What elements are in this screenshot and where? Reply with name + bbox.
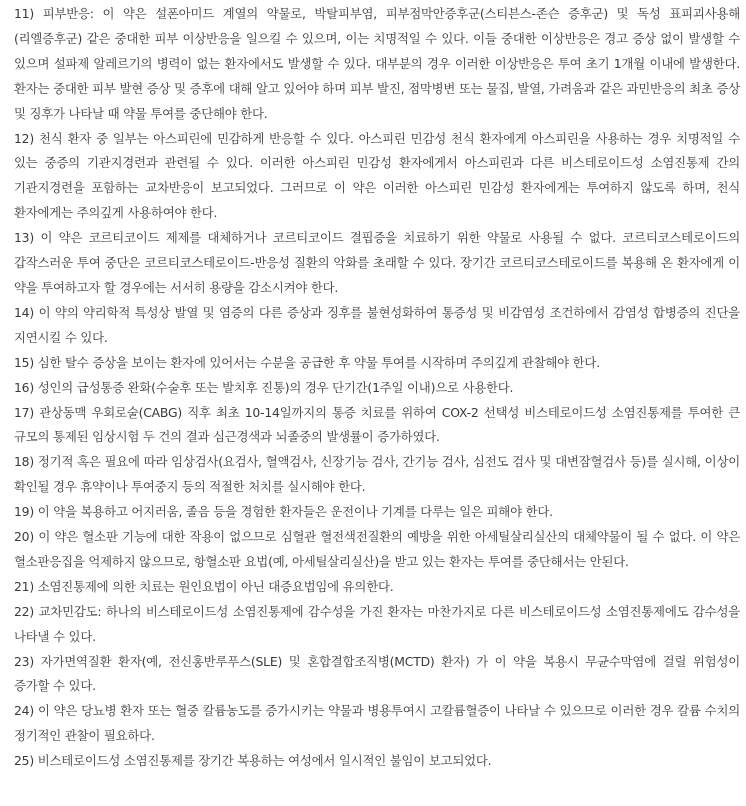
precaution-item-17	[14, 401, 740, 451]
item-text: 이 약을 복용하고 어지러움, 졸음 등을 경험한 환자들은 운전이나 기계를 다루는 일은 피해야 한다.	[37, 504, 553, 520]
item-number: 24)	[14, 703, 35, 719]
item-text: 자가면역질환 환자(예, 전신홍반루푸스(SLE) 및 혼합결합조직병(MCTD) 환자) 가 이 약을 복용시 무균수막염에 걸릴 위험성이 증가할 수 있다.	[14, 653, 740, 694]
item-text: 이 약의 약리학적 특성상 발열 및 염증의 다른 증상과 징후를 불현성화하여 통증성 및 비감염성 조건하에서 감염성 합병증의 진단을 지연시킬 수 있다.	[14, 304, 740, 345]
precaution-item-14	[14, 301, 740, 351]
item-text: 성인의 급성통증 완화(수술후 또는 발치후 진통)의 경우 단기간(1주일 이내)으로 사용한다.	[37, 379, 514, 395]
item-text: 천식 환자 중 일부는 아스피린에 민감하게 반응할 수 있다. 아스피린 민감성 천식 환자에게 아스피린을 사용하는 경우 치명적일 수 있는 중증의 기관지경련과 관련될 수 있다. 이러한 아스피린 민감성 환자에게서 아스피린과 다른 비스테로이드성 소염진통제 간의 기관지경련을 포함하는 교차반응이 보고되었다. 그러므로 이 약은 이러한 아스피린 민감성 환자에게는 투여하지 않도록 하며, 천식 환자에게는 주의깊게 사용하여야 한다.	[14, 130, 740, 221]
precaution-item-25	[14, 749, 740, 774]
precaution-item-15	[14, 351, 740, 376]
precaution-item-18	[14, 450, 740, 500]
item-number: 16)	[14, 379, 35, 395]
item-number: 11)	[14, 6, 35, 21]
item-number: 17)	[14, 404, 35, 420]
item-number: 20)	[14, 529, 35, 545]
item-text: 비스테로이드성 소염진통제를 장기간 복용하는 여성에서 일시적인 불임이 보고되었다.	[37, 753, 492, 769]
item-number: 12)	[14, 130, 35, 146]
item-number: 23)	[14, 653, 35, 669]
precaution-item-19	[14, 500, 740, 525]
precaution-item-20	[14, 525, 740, 575]
item-number: 13)	[14, 230, 35, 246]
item-text: 이 약은 코르티코이드 제제를 대체하거나 코르티코이드 결핍증을 치료하기 위한 약물로 사용될 수 없다. 코르티코스테로이드의 갑작스러운 투여 중단은 코르티코스테로이드-반응성 질환의 악화를 초래할 수 있다. 장기간 코르티코스테로이드를 복용해 온 환자에게 이 약을 투여하고자 할 경우에는 서서히 용량을 감소시켜야 한다.	[14, 230, 740, 295]
precaution-item-22	[14, 600, 740, 650]
precaution-item-21	[14, 575, 740, 600]
item-number: 25)	[14, 753, 35, 769]
item-number: 22)	[14, 603, 35, 619]
item-text: 소염진통제에 의한 치료는 원인요법이 아닌 대증요법임에 유의한다.	[37, 578, 394, 594]
item-number: 21)	[14, 578, 35, 594]
item-number: 15)	[14, 354, 35, 370]
item-number: 18)	[14, 454, 35, 470]
item-text: 이 약은 혈소판 기능에 대한 작용이 없으므로 심혈관 혈전색전질환의 예방을 위한 아세틸살리실산의 대체약물이 될 수 없다. 이 약은 혈소판응집을 억제하지 않으므로, 항혈소판 요법(예, 아세틸살리실산)을 받고 있는 환자는 투여를 중단해서는 안된다.	[14, 529, 740, 569]
item-text: 피부반응: 이 약은 설폰아미드 계열의 약물로, 박탈피부염, 피부점막안증후군(스티븐스-존슨 증후군) 및 독성 표피괴사용해(리엘증후군) 같은 중대한 피부 이상반응을 일으킬 수 있으며, 이는 치명적일 수 있다. 이들 중대한 이상반응은 경고 증상 없이 발생할 수 있으며 설파제 알레르기의 병력이 없는 환자에서도 발생할 수 있다. 대부분의 경우 이러한 이상반응은 투여 초기 1개월 이내에 발생한다. 환자는 중대한 피부 발현 증상 및 증후에 대해 알고 있어야 하며 피부 발진, 점막병변 또는 물집, 발열, 가려움과 같은 과민반응의 최초 증상 및 징후가 나타날 때 약물 투여를 중단해야 한다.	[14, 6, 740, 121]
precaution-item-11	[14, 2, 740, 127]
item-text: 심한 탈수 증상을 보이는 환자에 있어서는 수분을 공급한 후 약물 투여를 시작하며 주의깊게 관찰해야 한다.	[37, 354, 600, 370]
item-text: 교차민감도: 하나의 비스테로이드성 소염진통제에 감수성을 가진 환자는 마찬가지로 다른 비스테로이드성 소염진통제에도 감수성을 나타낼 수 있다.	[14, 603, 740, 644]
item-text: 관상동맥 우회로술(CABG) 직후 최초 10-14일까지의 통증 치료를 위하여 COX-2 선택성 비스테로이드성 소염진통제를 투여한 큰 규모의 통제된 임상시험 두 건의 결과 심근경색과 뇌졸중의 발생률이 증가하였다.	[14, 404, 740, 445]
item-text: 정기적 혹은 필요에 따라 임상검사(요검사, 혈액검사, 신장기능 검사, 간기능 검사, 심전도 검사 및 대변잠혈검사 등)를 실시해, 이상이 확인될 경우 휴약이나 투여중지 등의 적절한 처치를 실시해야 한다.	[14, 454, 740, 495]
precaution-item-24	[14, 699, 740, 749]
item-number: 14)	[14, 304, 35, 320]
precaution-item-23	[14, 650, 740, 700]
precaution-item-12	[14, 127, 740, 227]
precaution-item-16	[14, 376, 740, 401]
item-number: 19)	[14, 504, 35, 520]
precaution-item-13	[14, 226, 740, 301]
item-text: 이 약은 당뇨병 환자 또는 혈중 칼륨농도를 증가시키는 약물과 병용투여시 고칼륨혈증이 나타날 수 있으므로 이러한 경우 칼륨 수치의 정기적인 관찰이 필요하다.	[14, 703, 740, 744]
